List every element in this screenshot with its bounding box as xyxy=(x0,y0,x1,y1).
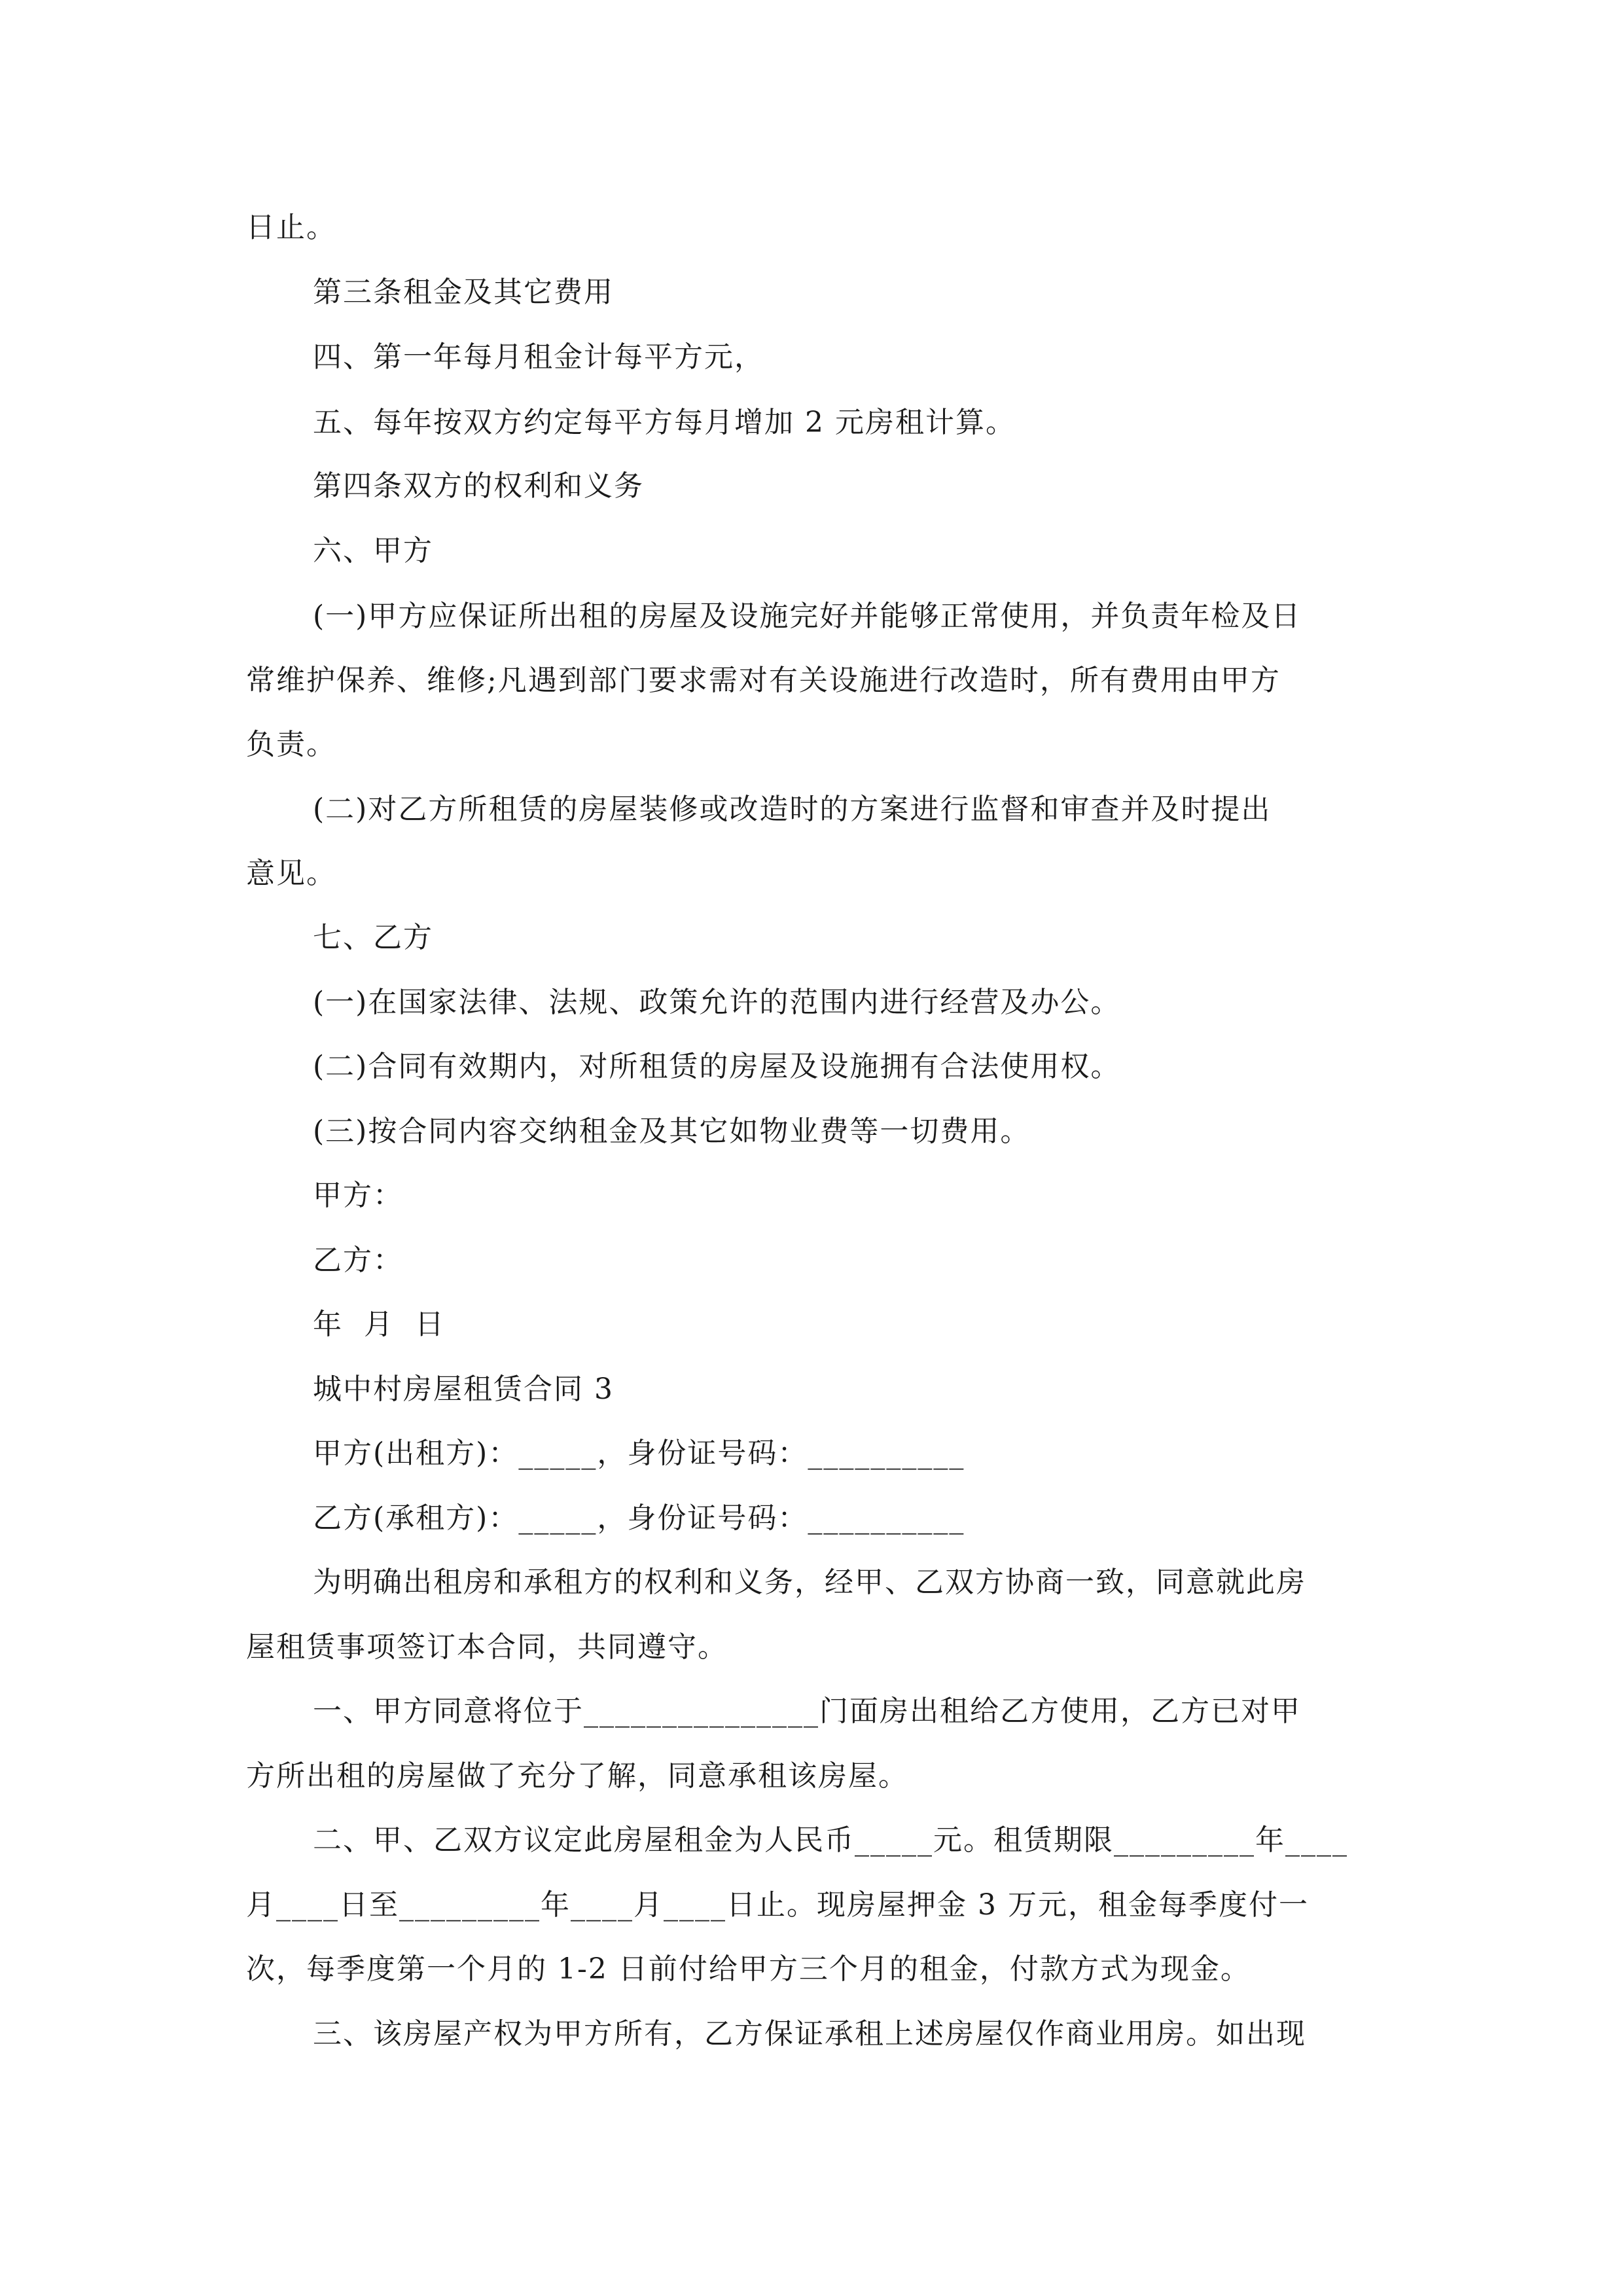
text-line: (二)合同有效期内，对所租赁的房屋及设施拥有合法使用权。 xyxy=(313,1050,1121,1083)
text-line: 意见。 xyxy=(246,857,336,890)
text-line: 为明确出租房和承租方的权利和义务，经甲、乙双方协商一致，同意就此房 xyxy=(313,1566,1306,1599)
text-line: 一、甲方同意将位于_______________门面房出租给乙方使用，乙方已对甲 xyxy=(313,1695,1301,1728)
text-line: 三、该房屋产权为甲方所有，乙方保证承租上述房屋仅作商业用房。如出现 xyxy=(313,2017,1306,2051)
signature-date: 年 月 日 xyxy=(313,1308,445,1341)
text-line: (三)按合同内容交纳租金及其它如物业费等一切费用。 xyxy=(313,1115,1031,1148)
text-line: 五、每年按双方约定每平方每月增加 2 元房租计算。 xyxy=(313,406,1016,439)
text-line: (一)甲方应保证所出租的房屋及设施完好并能够正常使用，并负责年检及日 xyxy=(313,600,1302,633)
section-heading: 第三条租金及其它费用 xyxy=(313,276,614,309)
text-line: 四、第一年每月租金计每平方元， xyxy=(313,340,764,374)
text-line: 次，每季度第一个月的 1-2 日前付给甲方三个月的租金，付款方式为现金。 xyxy=(246,1952,1251,1986)
text-line: 屋租赁事项签订本合同，共同遵守。 xyxy=(246,1630,728,1664)
contract-title: 城中村房屋租赁合同 3 xyxy=(313,1372,614,1406)
text-line: 方所出租的房屋做了充分了解，同意承租该房屋。 xyxy=(246,1759,908,1793)
signature-party-a: 甲方： xyxy=(313,1179,403,1212)
text-line: 常维护保养、维修;凡遇到部门要求需对有关设施进行改造时，所有费用由甲方 xyxy=(246,664,1281,697)
text-line: (一)在国家法律、法规、政策允许的范围内进行经营及办公。 xyxy=(313,986,1121,1019)
text-line: 日止。 xyxy=(246,211,336,244)
text-line: 乙方(承租方)：_____，身份证号码：__________ xyxy=(313,1501,965,1535)
text-line: 六、甲方 xyxy=(313,534,433,567)
signature-party-b: 乙方： xyxy=(313,1244,403,1277)
text-line: (二)对乙方所租赁的房屋装修或改造时的方案进行监督和审查并及时提出 xyxy=(313,793,1272,826)
text-line: 负责。 xyxy=(246,728,336,761)
text-line: 甲方(出租方)：_____，身份证号码：__________ xyxy=(313,1437,965,1470)
text-line: 七、乙方 xyxy=(313,921,433,954)
text-line: 二、甲、乙双方议定此房屋租金为人民币_____元。租赁期限_________年____ xyxy=(313,1823,1348,1857)
section-heading: 第四条双方的权利和义务 xyxy=(313,469,644,503)
text-line: 月____日至_________年____月____日止。现房屋押金 3 万元，租金每季度付一 xyxy=(246,1888,1309,1922)
